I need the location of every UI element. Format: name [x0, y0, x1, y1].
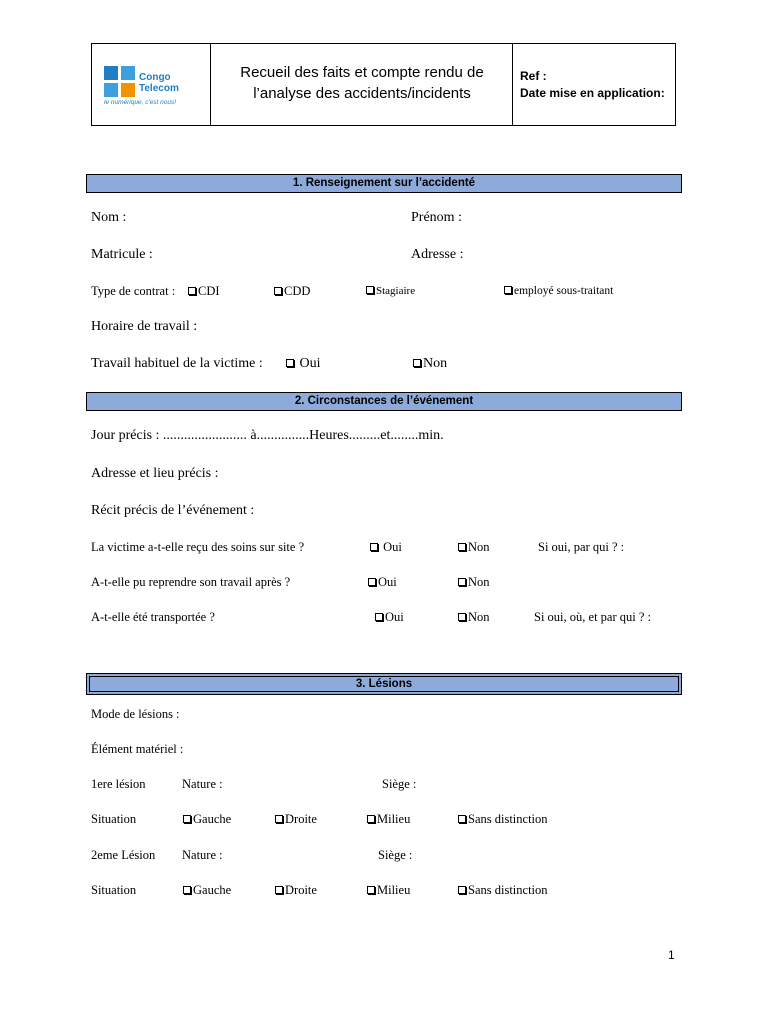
- q1-par-qui: Si oui, par qui ? :: [538, 540, 625, 554]
- q2-non[interactable]: Non: [458, 575, 490, 590]
- checkbox-icon[interactable]: [458, 578, 466, 586]
- travail-label: Travail habituel de la victime :: [91, 356, 263, 371]
- q3-ou: Si oui, où, et par qui ? :: [534, 610, 651, 624]
- checkbox-icon[interactable]: [183, 815, 191, 823]
- prenom-label: Prénom :: [411, 210, 462, 225]
- checkbox-icon[interactable]: [367, 886, 375, 894]
- adresse-label: Adresse :: [411, 247, 464, 262]
- element-label: Élément matériel :: [91, 742, 184, 756]
- nom-label: Nom :: [91, 210, 127, 225]
- checkbox-icon[interactable]: [458, 815, 466, 823]
- situation2-label: Situation: [91, 883, 137, 897]
- travail-non[interactable]: Non: [413, 356, 447, 372]
- checkbox-icon[interactable]: [370, 543, 378, 551]
- situation1-gauche[interactable]: Gauche: [183, 812, 231, 827]
- matricule-label: Matricule :: [91, 247, 153, 262]
- q3-label: A-t-elle été transportée ?: [91, 610, 215, 624]
- q2-oui[interactable]: Oui: [368, 575, 397, 590]
- lesion2-nature: Nature :: [182, 848, 223, 862]
- q1-label: La victime a-t-elle reçu des soins sur site ?: [91, 540, 305, 554]
- lieu-label: Adresse et lieu précis :: [91, 466, 219, 481]
- lesion2-label: 2eme Lésion: [91, 848, 156, 862]
- svg-text:Telecom: Telecom: [139, 83, 179, 94]
- checkbox-icon[interactable]: [367, 815, 375, 823]
- section-3-heading: 3. Lésions: [86, 673, 682, 695]
- checkbox-icon[interactable]: [188, 287, 196, 295]
- ref-label: Ref :: [520, 69, 547, 83]
- checkbox-icon[interactable]: [366, 286, 374, 294]
- section-2-heading: 2. Circonstances de l’événement: [86, 392, 682, 411]
- contrat-sous-traitant[interactable]: employé sous-traitant: [504, 284, 613, 299]
- situation2-gauche[interactable]: Gauche: [183, 883, 231, 898]
- situation2-milieu[interactable]: Milieu: [367, 883, 410, 898]
- page-number: 1: [668, 948, 675, 962]
- checkbox-icon[interactable]: [274, 287, 282, 295]
- recit-label: Récit précis de l’événement :: [91, 503, 255, 518]
- lesion1-nature: Nature :: [182, 777, 223, 791]
- checkbox-icon[interactable]: [458, 543, 466, 551]
- checkbox-icon[interactable]: [275, 815, 283, 823]
- situation2-sans-distinction[interactable]: Sans distinction: [458, 883, 548, 898]
- q3-oui[interactable]: Oui: [375, 610, 404, 625]
- horaire-label: Horaire de travail :: [91, 319, 198, 334]
- situation1-droite[interactable]: Droite: [275, 812, 317, 827]
- jour-field: Jour précis : ........................ à...............Heures.........et........min.: [91, 428, 444, 443]
- lesion2-siege: Siège :: [378, 848, 413, 862]
- situation1-label: Situation: [91, 812, 137, 826]
- situation2-droite[interactable]: Droite: [275, 883, 317, 898]
- checkbox-icon[interactable]: [368, 578, 376, 586]
- checkbox-icon[interactable]: [183, 886, 191, 894]
- logo-icon: [104, 66, 194, 106]
- title-line-1: Recueil des faits et compte rendu de: [240, 64, 484, 81]
- ref-block: [520, 68, 665, 102]
- contrat-stagiaire[interactable]: Stagiaire: [366, 284, 415, 299]
- lesion1-label: 1ere lésion: [91, 777, 146, 791]
- q2-label: A-t-elle pu reprendre son travail après ?: [91, 575, 291, 589]
- checkbox-icon[interactable]: [375, 613, 383, 621]
- svg-text:le numérique, c'est nous!: le numérique, c'est nous!: [104, 99, 177, 106]
- document-title: [212, 62, 512, 104]
- checkbox-icon[interactable]: [286, 359, 294, 367]
- checkbox-icon[interactable]: [413, 359, 421, 367]
- lesion1-siege: Siège :: [382, 777, 417, 791]
- q1-oui[interactable]: Oui: [370, 540, 402, 555]
- mode-label: Mode de lésions :: [91, 707, 180, 721]
- header-divider: [512, 44, 513, 125]
- date-label: Date mise en application:: [520, 86, 665, 100]
- svg-text:Congo: Congo: [139, 72, 171, 83]
- checkbox-icon[interactable]: [504, 286, 512, 294]
- contrat-label: Type de contrat :: [91, 284, 176, 298]
- checkbox-icon[interactable]: [458, 886, 466, 894]
- header-divider: [210, 44, 211, 125]
- congo-telecom-logo: [104, 66, 194, 106]
- travail-oui[interactable]: Oui: [286, 356, 321, 372]
- contrat-cdi[interactable]: CDI: [188, 284, 220, 299]
- checkbox-icon[interactable]: [275, 886, 283, 894]
- q1-non[interactable]: Non: [458, 540, 490, 555]
- situation1-sans-distinction[interactable]: Sans distinction: [458, 812, 548, 827]
- title-line-2: l’analyse des accidents/incidents: [253, 85, 471, 102]
- checkbox-icon[interactable]: [458, 613, 466, 621]
- contrat-cdd[interactable]: CDD: [274, 284, 310, 299]
- section-1-heading: 1. Renseignement sur l’accidenté: [86, 174, 682, 193]
- q3-non[interactable]: Non: [458, 610, 490, 625]
- situation1-milieu[interactable]: Milieu: [367, 812, 410, 827]
